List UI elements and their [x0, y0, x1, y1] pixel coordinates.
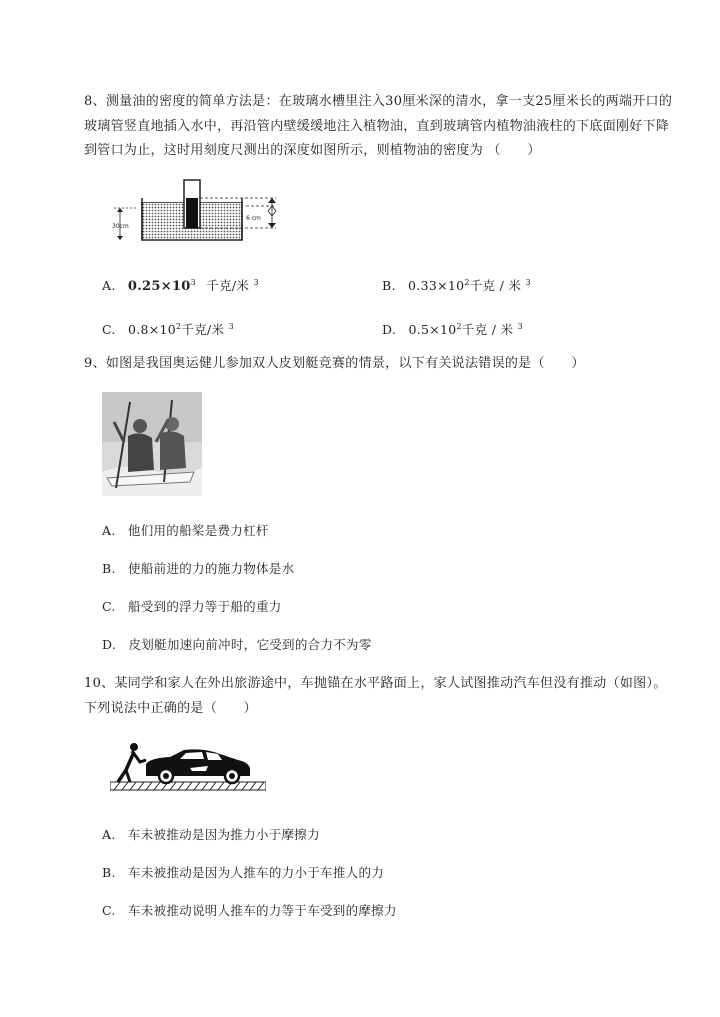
question-8-option-b[interactable]: B. $0.33\times 10^2$千克 / 米 $^3$ [382, 278, 531, 294]
question-10-option-c[interactable]: C. 车未被推动说明人推车的力等于车受到的摩擦力 [102, 903, 397, 918]
car-push-figure [110, 742, 266, 794]
question-8-option-d[interactable]: D. $0.5\times 10^2$千克 / 米 $^3$ [382, 322, 524, 338]
question-10-option-a[interactable]: A. 车未被推动是因为推力小于摩擦力 [102, 827, 320, 842]
question-8-option-a[interactable]: A. $0.25\times 10^3$ 千克/米 $^3$ [102, 278, 259, 295]
question-8-figure [106, 176, 286, 244]
question-9-option-c[interactable]: C. 船受到的浮力等于船的重力 [102, 599, 282, 614]
question-9-text: 9、如图是我国奥运健儿参加双人皮划艇竞赛的情景，以下有关说法错误的是（ ） [84, 356, 585, 371]
question-10-option-b[interactable]: B. 车未被推动是因为人推车的力小于车推人的力 [102, 865, 385, 880]
question-8-option-c[interactable]: C. $0.8\times 10^2$千克/米 $^3$ [102, 322, 235, 338]
kayak-photo [102, 392, 202, 496]
question-9-option-b[interactable]: B. 使船前进的力的施力物体是水 [102, 561, 295, 576]
question-9-option-d[interactable]: D. 皮划艇加速向前冲时，它受到的合力不为零 [102, 637, 372, 652]
question-9-option-a[interactable]: A. 他们用的船桨是费力杠杆 [102, 523, 269, 538]
right-depth-label: 6 cm [246, 215, 261, 222]
question-10-text: 10、某同学和家人在外出旅游途中，车抛锚在水平路面上，家人试图推动汽车但没有推动（如图）。下列说法中正确的是（ ） [84, 676, 667, 716]
question-8-text: 8、测量油的密度的简单方法是：在玻璃水槽里注入30厘米深的清水，拿一支25厘米长的两端开口的玻璃管竖直地插入水中，再沿管内壁缓缓地注入植物油，直到玻璃管内植物油液柱的下底面刚好下降到管口为止，这时用刻度尺测出的深度如图所示，则植物油的密度为 （ ） [84, 94, 673, 158]
left-depth-label: 30cm [112, 223, 129, 230]
oil-column [186, 198, 198, 228]
